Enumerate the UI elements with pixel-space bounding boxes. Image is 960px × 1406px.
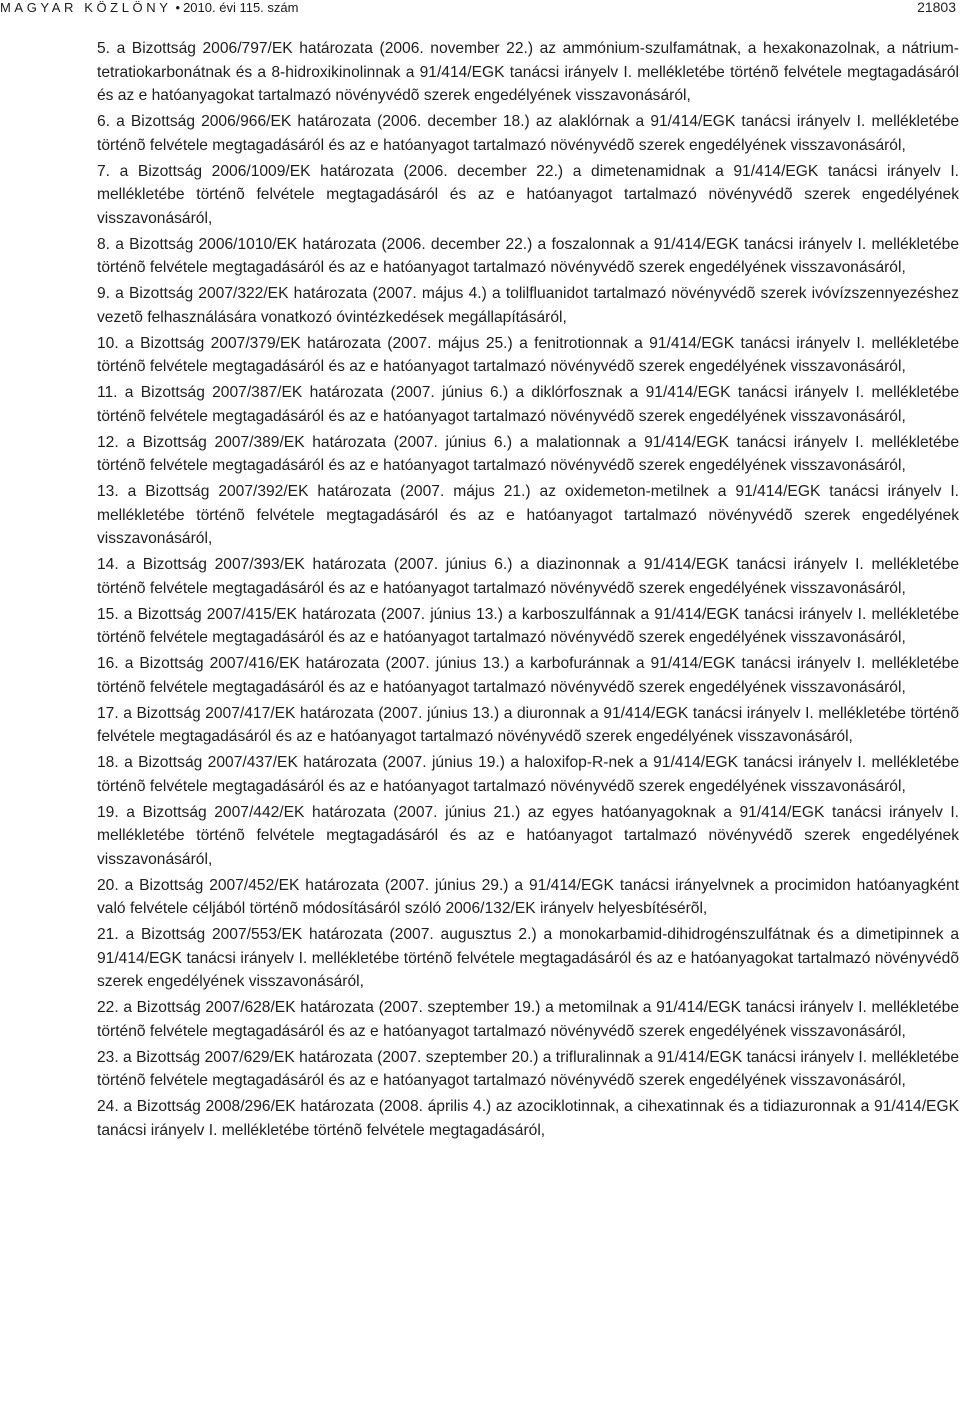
- page-number: 21803: [917, 0, 956, 15]
- list-item: 8. a Bizottság 2006/1010/EK határozata (2006. december 22.) a foszalonnak a 91/414/EGK tanácsi irányelv I. mellékletébe történõ felvétele megtagadásáról és az e hatóanyagot tartalmazó növényvédõ szerek engedélyének visszavonásáról,: [97, 235, 959, 277]
- list-item: 24. a Bizottság 2008/296/EK határozata (2008. április 4.) az azociklotinnak, a cihexatinnak és a tidiazuronnak a 91/414/EGK tanácsi irányelv I. mellékletébe történõ felvétele megtagadásáról,: [97, 1098, 959, 1139]
- list-item: 14. a Bizottság 2007/393/EK határozata (2007. június 6.) a diazinonnak a 91/414/EGK tanácsi irányelv I. mellékletébe történõ felvétele megtagadásáról és az e hatóanyagot tartalmazó növényvédõ szerek engedélyének visszavonásáról,: [97, 556, 959, 597]
- list-item: 5. a Bizottság 2006/797/EK határozata (2006. november 22.) az ammónium-szulfamátnak, a hexakonazolnak, a nátrium-tetratiokarbonátnak és a 8-hidroxikinolinnak a 91/414/EGK tanácsi irányelv I. mellékletébe történõ felvétele megtagadásáról és az e hatóanyagokat tartalmazó növényvédõ szerek engedélyének visszavonásáról,: [97, 40, 959, 105]
- list-item: 11. a Bizottság 2007/387/EK határozata (2007. június 6.) a diklórfosznak a 91/414/EGK tanácsi irányelv I. mellékletébe történõ felvétele megtagadásáról és az e hatóanyagot tartalmazó növényvédõ szerek engedélyének visszavonásáról,: [97, 384, 959, 425]
- list-item: 23. a Bizottság 2007/629/EK határozata (2007. szeptember 20.) a trifluralinnak a 91/414/EGK tanácsi irányelv I. mellékletébe történõ felvétele megtagadásáról és az e hatóanyagot tartalmazó növényvédõ szerek engedélyének visszavonásáról,: [97, 1048, 959, 1090]
- list-item: 19. a Bizottság 2007/442/EK határozata (2007. június 21.) az egyes hatóanyagoknak a 91/414/EGK tanácsi irányelv I. mellékletébe történõ felvétele megtagadásáról és az e hatóanyagot tartalmazó növényvédõ szerek engedélyének visszavonásáról,: [97, 803, 959, 868]
- list-item: 17. a Bizottság 2007/417/EK határozata (2007. június 13.) a diuronnak a 91/414/EGK tanácsi irányelv I. mellékletébe történõ felvétele megtagadásáról és az e hatóanyagot tartalmazó növényvédõ szerek engedélyének visszavonásáról,: [97, 704, 959, 746]
- list-item: 20. a Bizottság 2007/452/EK határozata (2007. június 29.) a 91/414/EGK tanácsi irányelvnek a procimidon hatóanyagként való felvétele céljából történõ módosításáról szóló 2006/132/EK irányelv helyesbítésérõl,: [97, 876, 959, 918]
- running-head: [0, 1, 298, 14]
- decision-list: [97, 37, 959, 1142]
- list-item: 13. a Bizottság 2007/392/EK határozata (2007. május 21.) az oxidemeton-metilnek a 91/414/EGK tanácsi irányelv I. mellékletébe történõ felvétele megtagadásáról és az e hatóanyagot tartalmazó növényvédõ szerek engedélyének visszavonásáról,: [97, 483, 959, 548]
- list-item: 12. a Bizottság 2007/389/EK határozata (2007. június 6.) a malationnak a 91/414/EGK tanácsi irányelv I. mellékletébe történõ felvétele megtagadásáról és az e hatóanyagot tartalmazó növényvédõ szerek engedélyének visszavonásáról,: [97, 433, 959, 475]
- bullet-separator: •: [175, 0, 181, 15]
- list-item: 15. a Bizottság 2007/415/EK határozata (2007. június 13.) a karboszulfánnak a 91/414/EGK tanácsi irányelv I. mellékletébe történõ felvétele megtagadásáról és az e hatóanyagot tartalmazó növényvédõ szerek engedélyének visszavonásáról,: [97, 605, 959, 647]
- list-item: 7. a Bizottság 2006/1009/EK határozata (2006. december 22.) a dimetenamidnak a 91/414/EGK tanácsi irányelv I. mellékletébe történõ felvétele megtagadásáról és az e hatóanyagot tartalmazó növényvédõ szerek engedélyének visszavonásáról,: [97, 162, 959, 227]
- list-item: 16. a Bizottság 2007/416/EK határozata (2007. június 13.) a karbofuránnak a 91/414/EGK tanácsi irányelv I. mellékletébe történõ felvétele megtagadásáról és az e hatóanyagot tartalmazó növényvédõ szerek engedélyének visszavonásáról,: [97, 655, 959, 696]
- list-item: 6. a Bizottság 2006/966/EK határozata (2006. december 18.) az alaklórnak a 91/414/EGK tanácsi irányelv I. mellékletébe történõ felvétele megtagadásáról és az e hatóanyagot tartalmazó növényvédõ szerek engedélyének visszavonásáról,: [97, 113, 959, 154]
- journal-title: MAGYAR KÖZLÖNY: [0, 0, 172, 15]
- list-item: 18. a Bizottság 2007/437/EK határozata (2007. június 19.) a haloxifop-R-nek a 91/414/EGK tanácsi irányelv I. mellékletébe történõ felvétele megtagadásáról és az e hatóanyagot tartalmazó növényvédõ szerek engedélyének visszavonásáról,: [97, 754, 959, 795]
- list-item: 10. a Bizottság 2007/379/EK határozata (2007. május 25.) a fenitrotionnak a 91/414/EGK tanácsi irányelv I. mellékletébe történõ felvétele megtagadásáról és az e hatóanyagot tartalmazó növényvédõ szerek engedélyének visszavonásáról,: [97, 334, 959, 376]
- list-item: 21. a Bizottság 2007/553/EK határozata (2007. augusztus 2.) a monokarbamid-dihidrogénszulfátnak és a dimetipinnek a 91/414/EGK tanácsi irányelv I. mellékletébe történõ felvétele megtagadásáról és az e hatóanyagokat tartalmazó növényvédõ szerek engedélyének visszavonásáról,: [97, 926, 959, 991]
- list-item: 22. a Bizottság 2007/628/EK határozata (2007. szeptember 19.) a metomilnak a 91/414/EGK tanácsi irányelv I. mellékletébe történõ felvétele megtagadásáról és az e hatóanyagot tartalmazó növényvédõ szerek engedélyének visszavonásáról,: [97, 999, 959, 1040]
- issue-label: 2010. évi 115. szám: [183, 0, 299, 15]
- page-header: [0, 0, 960, 18]
- list-item: 9. a Bizottság 2007/322/EK határozata (2007. május 4.) a tolilfluanidot tartalmazó növényvédõ szerek ivóvízszennyezéshez vezetõ felhasználására vonatkozó óvintézkedések megállapításáról,: [97, 285, 959, 326]
